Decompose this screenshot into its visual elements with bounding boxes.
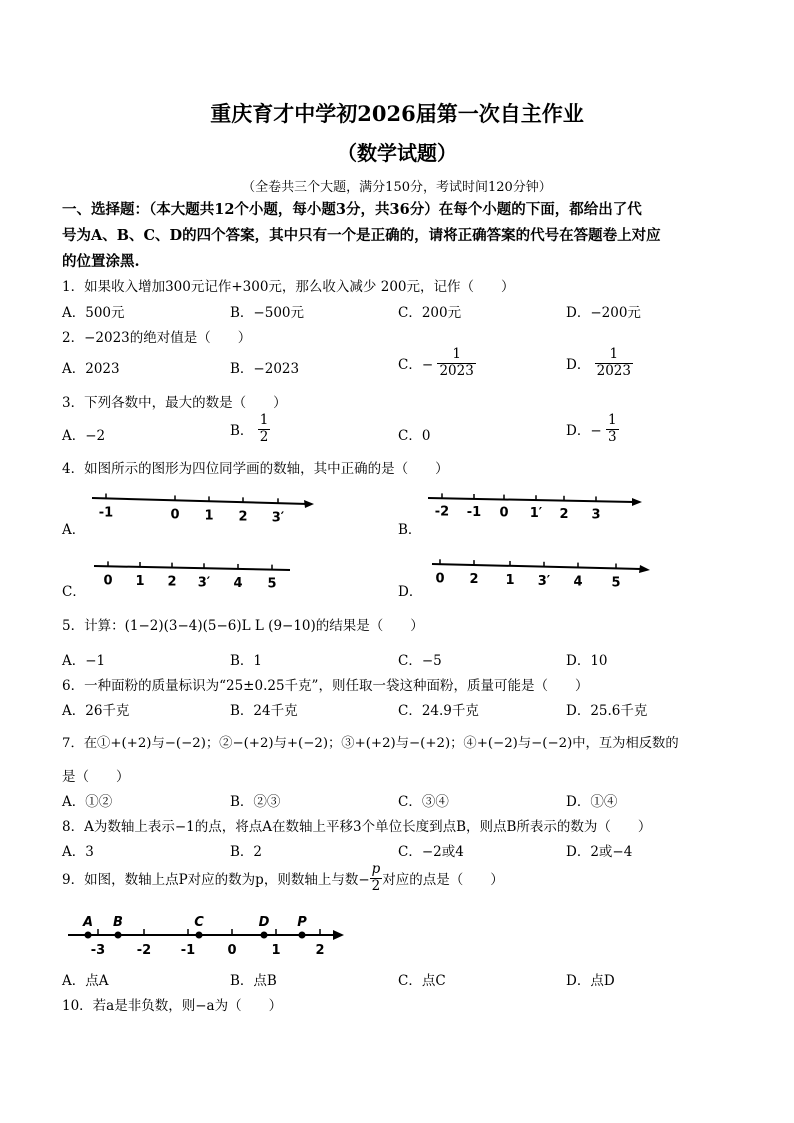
q6-option-c: C．24.9千克: [398, 703, 479, 719]
q1-option-c: C．200元: [398, 305, 462, 321]
fraction-denominator: 2: [371, 877, 381, 894]
point-marker: [85, 932, 92, 939]
q3-option-c: C．0: [398, 428, 431, 444]
q6-stem: 6．一种面粉的质量标识为“25±0.25千克”，则任取一袋这种面粉，质量可能是（ ）: [62, 678, 589, 694]
tick-label: 0: [499, 505, 509, 521]
axis-line: [92, 498, 308, 504]
q3-option-a: A．−2: [62, 428, 106, 444]
q4-number-line-c: [90, 558, 310, 594]
tick-label: 3′: [197, 575, 211, 591]
q2-option-d-prefix: D．: [566, 357, 591, 374]
q2-option-c: [398, 347, 476, 379]
exam-note: （全卷共三个大题，满分150分，考试时间120分钟）: [242, 180, 552, 195]
fraction-numerator: 1: [259, 412, 269, 428]
q4-number-line-b: [424, 488, 654, 524]
q10-stem: 10．若a是非负数，则−a为（ ）: [62, 998, 283, 1014]
tick-label: 2: [469, 572, 479, 588]
page-subtitle: （数学试题）: [337, 141, 457, 165]
q4-option-c: C．: [62, 584, 86, 600]
tick-label: 2: [238, 509, 248, 525]
q3-option-d: [566, 413, 619, 445]
tick-label: 0: [435, 571, 445, 587]
axis-line: [432, 564, 642, 569]
point-label: B: [113, 915, 123, 930]
point-marker: [261, 932, 268, 939]
q7-option-a: A．①②: [62, 794, 113, 810]
fraction-numerator: 1: [595, 347, 633, 364]
tick-label: 5: [267, 576, 277, 592]
tick-label: -3: [90, 943, 106, 958]
tick-label: 5: [611, 575, 621, 591]
point-label: D: [258, 915, 270, 930]
tick-label: 3: [591, 507, 601, 523]
q8-stem: 8．A为数轴上表示−1的点，将点A在数轴上平移3个单位长度到点B，则点B所表示的数为（ ）: [62, 819, 652, 835]
axis-line: [94, 566, 290, 570]
section-heading-line1: 一、选择题：（本大题共12个小题，每小题3分，共36分）在每个小题的下面，都给出了代: [62, 201, 642, 218]
q4-option-a: A．: [62, 522, 86, 538]
q1-option-d: D．−200元: [566, 305, 641, 321]
q1-option-b: B．−500元: [230, 305, 304, 321]
q2-option-d-fraction: [595, 347, 633, 379]
tick-label: 3′: [537, 573, 551, 589]
q8-option-a: A．3: [62, 844, 94, 860]
point-marker: [299, 932, 306, 939]
fraction-denominator: 2023: [439, 362, 474, 379]
q8-option-b: B．2: [230, 844, 263, 860]
section-heading-line3: 的位置涂黑.: [62, 253, 140, 270]
tick-label: 0: [103, 573, 113, 589]
q9-option-d: D．点D: [566, 973, 615, 989]
arrow-head: [632, 498, 642, 506]
tick-label: 1: [505, 572, 515, 588]
fraction-numerator: p: [371, 861, 381, 877]
q6-option-b: B．24千克: [230, 703, 298, 719]
q3-option-b-prefix: B．: [230, 423, 254, 440]
arrow-head: [333, 930, 344, 940]
q9-option-b: B．点B: [230, 973, 277, 989]
point-label: P: [297, 915, 307, 930]
tick-label: 3′: [271, 510, 285, 526]
q7-option-b: B．②③: [230, 794, 281, 810]
q3-option-b: [230, 413, 270, 445]
point-label: C: [194, 915, 204, 930]
q9-number-line: [64, 908, 354, 964]
q6-option-a: A．26千克: [62, 703, 130, 719]
tick-label: 1: [204, 508, 214, 524]
q2-option-a: A．2023: [62, 361, 120, 377]
q4-stem: 4．如图所示的图形为四位同学画的数轴，其中正确的是（ ）: [62, 461, 449, 477]
tick-label: -1: [466, 505, 482, 520]
section-heading-line2: 号为A、B、C、D的四个答案，其中只有一个是正确的，请将正确答案的代号在答题卷上对应: [62, 227, 661, 244]
q4-option-b: B．: [398, 522, 422, 538]
q3-option-d-fraction: [606, 413, 619, 445]
q5-option-a: A．−1: [62, 653, 106, 669]
point-label: A: [82, 915, 94, 930]
tick-label: 0: [227, 943, 237, 958]
tick-label: 1: [271, 943, 281, 958]
q4-number-line-d: [428, 556, 658, 592]
fraction-numerator: 1: [607, 412, 617, 428]
tick-label: 2: [559, 506, 569, 522]
q9-stem-suffix: 对应的点是（ ）: [382, 872, 504, 889]
tick-label: 1: [135, 574, 145, 589]
tick-label: 2: [167, 574, 177, 590]
arrow-head: [639, 565, 650, 573]
tick-label: 0: [170, 507, 180, 523]
q2-option-b: B．−2023: [230, 361, 300, 377]
q5-option-d: D．10: [566, 653, 608, 669]
tick-label: -1: [98, 505, 114, 521]
q5-option-b: B．1: [230, 653, 263, 669]
arrow-head: [304, 500, 314, 508]
q3-stem: 3．下列各数中，最大的数是（ ）: [62, 395, 287, 411]
tick-label: 2: [315, 943, 325, 958]
q8-option-c: C．−2或4: [398, 844, 464, 860]
q2-option-c-prefix: C．−: [398, 357, 434, 374]
fraction-denominator: 2023: [596, 362, 631, 379]
tick-label: -1: [180, 943, 196, 958]
q1-option-a: A．500元: [62, 305, 125, 321]
fraction-numerator: 1: [437, 347, 475, 364]
q9-stem-prefix: 9．如图，数轴上点P对应的数为p，则数轴上与数−: [62, 872, 370, 889]
q7-option-c: C．③④: [398, 794, 449, 810]
q9-stem: [62, 862, 504, 894]
tick-label: 1′: [529, 506, 543, 522]
q4-number-line-a: [88, 490, 318, 526]
q4-option-d: D．: [398, 584, 423, 600]
q1-stem: 1．如果收入增加300元记作+300元，那么收入减少 200元，记作（ ）: [62, 279, 515, 295]
point-marker: [196, 932, 203, 939]
axis-line: [428, 498, 634, 502]
q9-option-c: C．点C: [398, 973, 446, 989]
tick-label: 4: [573, 574, 583, 590]
point-marker: [115, 932, 122, 939]
q6-option-d: D．25.6千克: [566, 703, 648, 719]
q9-option-a: A．点A: [62, 973, 109, 989]
page-title: 重庆育才中学初2026届第一次自主作业: [210, 101, 584, 126]
q3-option-b-fraction: [258, 413, 271, 445]
q2-stem: 2．−2023的绝对值是（ ）: [62, 330, 252, 346]
q5-option-c: C．−5: [398, 653, 442, 669]
q7-stem-continued: 是（ ）: [62, 769, 130, 785]
q3-option-d-prefix: D．−: [566, 423, 602, 440]
q2-option-d: [566, 347, 633, 379]
tick-label: -2: [136, 943, 152, 958]
q2-option-c-fraction: [437, 347, 475, 379]
tick-label: -2: [434, 504, 450, 520]
q8-option-d: D．2或−4: [566, 844, 633, 860]
tick-label: 4: [233, 575, 243, 591]
q7-option-d: D．①④: [566, 794, 618, 810]
q5-stem: 5．计算：(1−2)(3−4)(5−6)L L (9−10)的结果是（ ）: [62, 618, 424, 634]
q9-stem-fraction: [370, 862, 383, 894]
fraction-denominator: 2: [259, 428, 269, 445]
q7-stem: 7．在①+(+2)与−(−2)；②−(+2)与+(−2)；③+(+2)与−(+2)；④+(−2)与−(−2)中，互为相反数的: [62, 736, 679, 751]
fraction-denominator: 3: [607, 428, 617, 445]
